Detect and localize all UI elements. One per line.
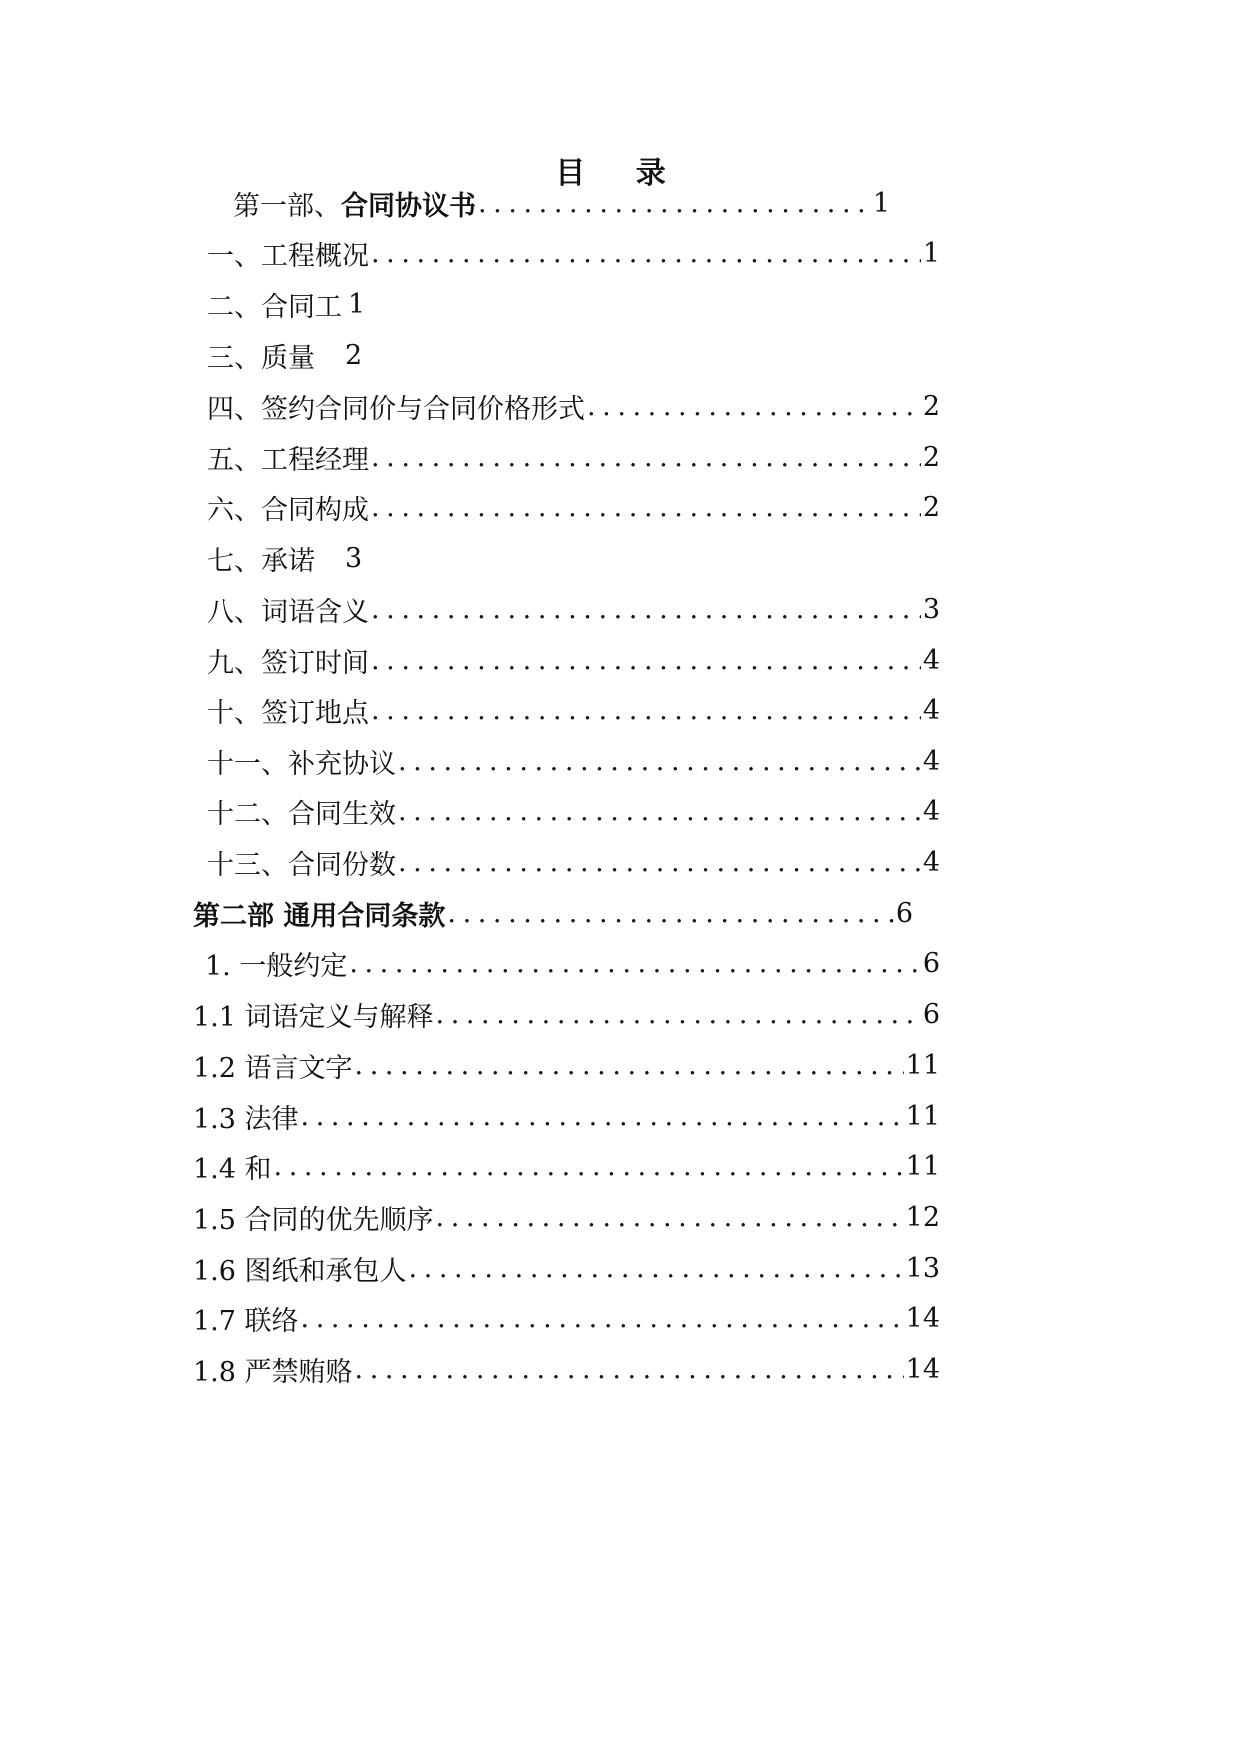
toc-leader-dots bbox=[447, 898, 893, 929]
toc-leader-dots bbox=[409, 1253, 904, 1284]
toc-entry-label: 1.6 图纸和承包人 bbox=[193, 1255, 407, 1287]
toc-entry[interactable] bbox=[207, 335, 362, 375]
toc-leader-dots bbox=[355, 1050, 904, 1081]
toc-page-number: 4 bbox=[922, 644, 940, 676]
toc-page-number: 14 bbox=[905, 1353, 940, 1385]
toc-entry-label: 十一、补充协议 bbox=[207, 748, 396, 780]
toc-entry[interactable] bbox=[193, 1197, 940, 1237]
toc-page-number: 2 bbox=[922, 390, 940, 422]
toc-page-number: 6 bbox=[922, 947, 940, 979]
toc-entry-label: 1.5 合同的优先顺序 bbox=[193, 1204, 434, 1236]
toc-leader-dots bbox=[398, 847, 921, 878]
toc-leader-dots bbox=[478, 188, 871, 219]
toc-leader-dots bbox=[371, 695, 921, 726]
toc-leader-dots bbox=[436, 1202, 904, 1233]
toc-entry[interactable] bbox=[207, 538, 362, 578]
toc-entry-label: 二、合同工 bbox=[207, 291, 342, 323]
toc-leader-dots bbox=[355, 1354, 904, 1385]
toc-entry-label: 1.3 法律 bbox=[193, 1103, 299, 1135]
toc-entry[interactable] bbox=[193, 1349, 940, 1389]
toc-entry[interactable] bbox=[207, 386, 940, 426]
toc-page-number: 11 bbox=[905, 1150, 940, 1182]
toc-entry-label: 一、工程概况 bbox=[207, 240, 369, 272]
toc-entry[interactable] bbox=[207, 741, 940, 781]
toc-page-number: 2 bbox=[922, 491, 940, 523]
toc-page-number: 3 bbox=[345, 542, 363, 574]
toc-leader-dots bbox=[349, 948, 920, 979]
toc-entry-label: 1.8 严禁贿赂 bbox=[193, 1356, 353, 1388]
toc-entry[interactable] bbox=[193, 994, 940, 1034]
toc-page-number: 14 bbox=[905, 1302, 940, 1334]
toc-entry-label: 1. 一般约定 bbox=[205, 950, 348, 982]
toc-page-number: 2 bbox=[922, 441, 940, 473]
toc-entry-label: 1.2 语言文字 bbox=[193, 1052, 353, 1084]
toc-page-number: 4 bbox=[922, 694, 940, 726]
toc-leader-dots bbox=[398, 746, 921, 777]
toc-leader-dots bbox=[301, 1101, 904, 1132]
toc-page-number: 13 bbox=[905, 1252, 940, 1284]
toc-entry-label: 九、签订时间 bbox=[207, 647, 369, 679]
toc-entry-label: 六、合同构成 bbox=[207, 494, 369, 526]
toc-entry-label: 五、工程经理 bbox=[207, 444, 369, 476]
toc-page-number: 1 bbox=[872, 187, 890, 219]
toc-entry-prefix: 第一部、 bbox=[233, 190, 341, 222]
toc-leader-dots bbox=[371, 492, 921, 523]
toc-entry[interactable] bbox=[193, 1248, 940, 1288]
toc-entry[interactable] bbox=[193, 1045, 940, 1085]
toc-entry-label: 1.7 联络 bbox=[193, 1305, 299, 1337]
toc-page-number: 4 bbox=[922, 846, 940, 878]
toc-entry[interactable] bbox=[207, 487, 940, 527]
toc-entry[interactable] bbox=[207, 842, 940, 882]
toc-page-number: 4 bbox=[922, 745, 940, 777]
toc-page-number: 1 bbox=[922, 237, 940, 269]
toc-entry-part2[interactable] bbox=[193, 893, 913, 933]
toc-entry-label: 十二、合同生效 bbox=[207, 798, 396, 830]
toc-leader-dots bbox=[371, 645, 921, 676]
toc-leader-dots bbox=[436, 999, 921, 1030]
toc-entry[interactable] bbox=[207, 437, 940, 477]
toc-entry[interactable] bbox=[207, 640, 940, 680]
toc-page-number: 11 bbox=[905, 1049, 940, 1081]
toc-entry[interactable] bbox=[193, 1298, 940, 1338]
toc-entry[interactable] bbox=[207, 233, 940, 273]
toc-leader-dots bbox=[371, 442, 921, 473]
toc-leader-dots bbox=[371, 594, 921, 625]
toc-entry-label: 三、质量 bbox=[207, 342, 315, 374]
toc-page-number: 4 bbox=[922, 795, 940, 827]
toc-entry-label: 十三、合同份数 bbox=[207, 849, 396, 881]
toc-entry[interactable] bbox=[193, 1096, 940, 1136]
toc-leader-dots bbox=[274, 1151, 904, 1182]
toc-entry[interactable] bbox=[193, 1146, 940, 1186]
toc-leader-dots bbox=[587, 391, 921, 422]
toc-entry-label: 四、签约合同价与合同价格形式 bbox=[207, 393, 585, 425]
toc-page-number: 12 bbox=[905, 1201, 940, 1233]
toc-entry-label: 八、词语含义 bbox=[207, 596, 369, 628]
toc-page-number: 6 bbox=[922, 998, 940, 1030]
toc-leader-dots bbox=[398, 796, 921, 827]
toc-entry[interactable] bbox=[205, 943, 940, 983]
toc-leader-dots bbox=[371, 238, 921, 269]
toc-entry[interactable] bbox=[207, 589, 940, 629]
toc-title: 目 录 bbox=[555, 156, 686, 191]
toc-entry-label: 十、签订地点 bbox=[207, 697, 369, 729]
toc-page-number: 11 bbox=[905, 1100, 940, 1132]
toc-entry-label: 第二部 通用合同条款 bbox=[193, 900, 446, 932]
toc-entry[interactable] bbox=[207, 690, 940, 730]
toc-entry-label: 七、承诺 bbox=[207, 545, 315, 577]
toc-entry-label: 1.1 词语定义与解释 bbox=[193, 1001, 434, 1033]
toc-page-number: 2 bbox=[345, 339, 363, 371]
toc-entry[interactable] bbox=[207, 284, 365, 324]
toc-entry-part1[interactable] bbox=[233, 183, 890, 223]
toc-entry[interactable] bbox=[207, 791, 940, 831]
toc-entry-label: 合同协议书 bbox=[341, 190, 476, 222]
toc-leader-dots bbox=[301, 1303, 904, 1334]
toc-page-number: 3 bbox=[922, 593, 940, 625]
toc-page-number: 1 bbox=[348, 288, 366, 320]
toc-page-number: 6 bbox=[895, 897, 913, 929]
toc-entry-label: 1.4 和 bbox=[193, 1153, 272, 1185]
